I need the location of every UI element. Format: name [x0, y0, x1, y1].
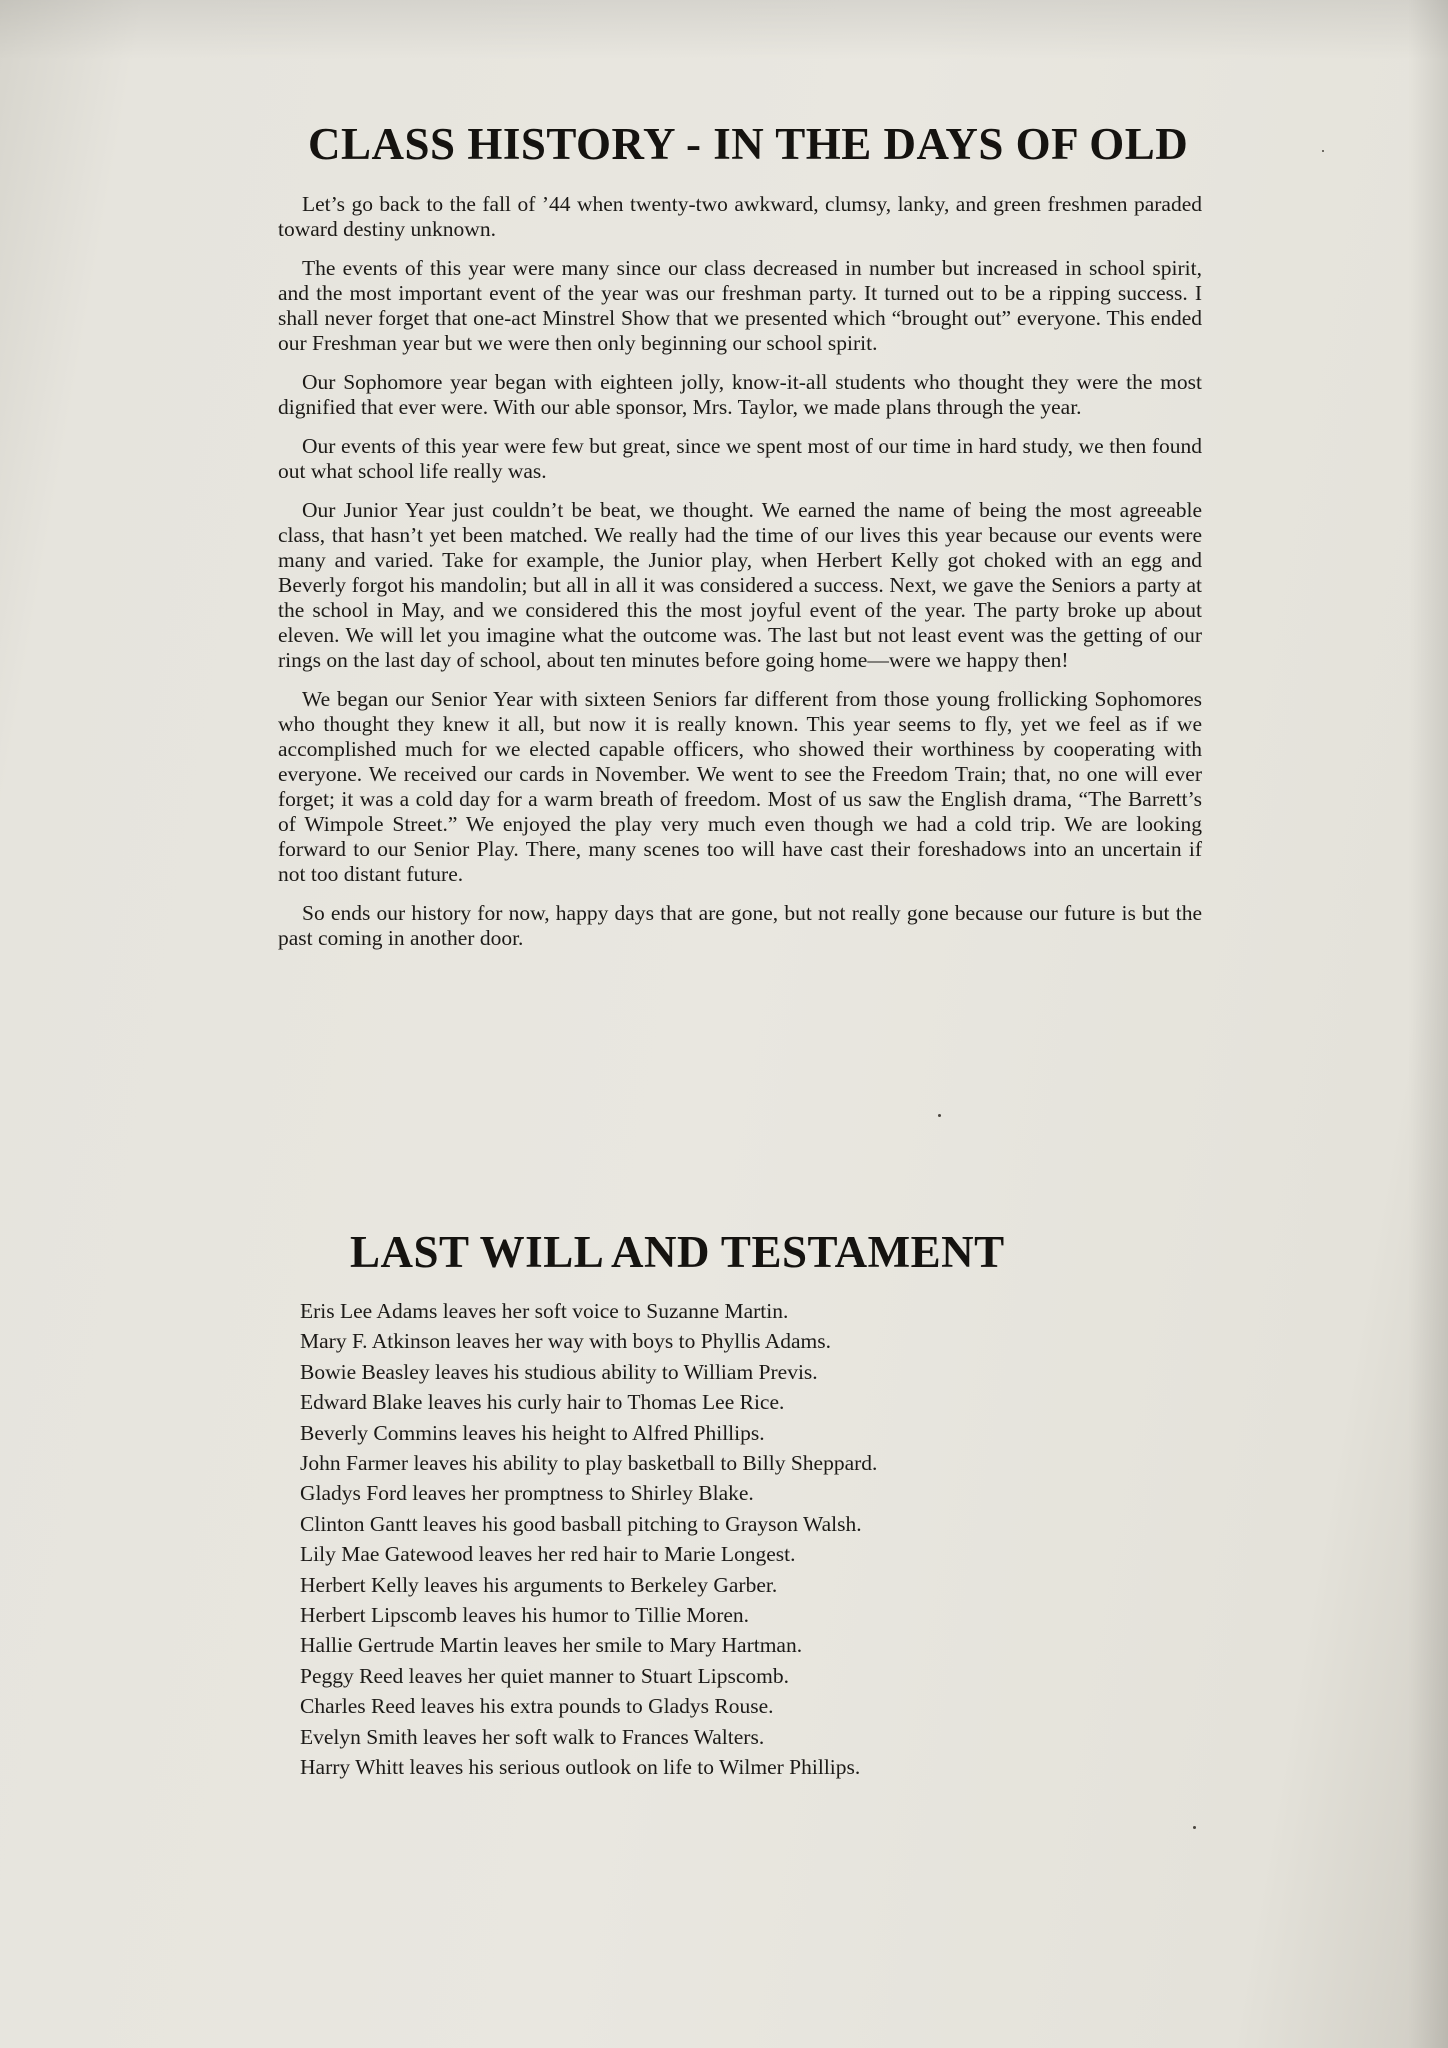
history-paragraph: Our events of this year were few but great, since we spent most of our time in hard study, we then found out what school life really was. — [278, 434, 1202, 483]
will-entry: Clinton Gantt leaves his good basball pitching to Grayson Walsh. — [300, 1511, 862, 1536]
class-history-body — [278, 192, 1202, 965]
will-entry: Eris Lee Adams leaves her soft voice to Suzanne Martin. — [300, 1299, 789, 1323]
last-will-title: LAST WILL AND TESTAMENT — [350, 1227, 1005, 1277]
history-paragraph: The events of this year were many since our class decreased in number but increased in school spirit, and the most important event of the year was our freshman party. It turned out to be a ripping success. I shall never forget that one-act Minstrel Show that we presented which “brought out” everyone. This ended our Freshman year but we were then only beginning our school spirit. — [278, 256, 1202, 355]
class-history-title: CLASS HISTORY - IN THE DAYS OF OLD — [308, 119, 1189, 169]
will-entry: John Farmer leaves his ability to play basketball to Billy Sheppard. — [300, 1451, 878, 1476]
paper-speck — [938, 1114, 941, 1117]
will-entry: Charles Reed leaves his extra pounds to Gladys Rouse. — [300, 1694, 774, 1719]
will-entry: Beverly Commins leaves his height to Alfred Phillips. — [300, 1420, 765, 1445]
will-entry: Bowie Beasley leaves his studious ability to William Previs. — [300, 1359, 818, 1384]
will-entry: Mary F. Atkinson leaves her way with boys to Phyllis Adams. — [300, 1329, 831, 1354]
will-entry: Harry Whitt leaves his serious outlook on life to Wilmer Phillips. — [300, 1755, 861, 1780]
history-paragraph: Our Sophomore year began with eighteen jolly, know-it-all students who thought they were the most dignified that ever were. With our able sponsor, Mrs. Taylor, we made plans through the year. — [278, 370, 1202, 419]
history-paragraph: So ends our history for now, happy days that are gone, but not really gone because our future is but the past coming in another door. — [278, 901, 1202, 950]
will-entry: Hallie Gertrude Martin leaves her smile to Mary Hartman. — [300, 1633, 803, 1658]
will-entry: Evelyn Smith leaves her soft walk to Frances Walters. — [300, 1724, 765, 1749]
will-entry: Herbert Kelly leaves his arguments to Berkeley Garber. — [300, 1572, 778, 1597]
page-edge-shadow — [1408, 0, 1448, 2048]
will-entry: Peggy Reed leaves her quiet manner to Stuart Lipscomb. — [300, 1663, 789, 1688]
will-entry: Edward Blake leaves his curly hair to Thomas Lee Rice. — [300, 1390, 785, 1415]
paper-speck — [1193, 1826, 1196, 1829]
history-paragraph: We began our Senior Year with sixteen Seniors far different from those young frollicking Sophomores who thought they knew it all, but now it is really known. This year seems to fly, yet we feel as if we accomplished much for we elected capable officers, who showed their worthiness by cooperating with everyone. We received our cards in November. We went to see the Freedom Train; that, no one will ever forget; it was a cold day for a warm breath of freedom. Most of us saw the English drama, “The Barrett’s of Wimpole Street.” We enjoyed the play very much even though we had a cold trip. We are looking forward to our Senior Play. There, many scenes too will have cast their foreshadows into an uncertain if not too distant future. — [278, 687, 1202, 886]
will-entry: Lily Mae Gatewood leaves her red hair to Marie Longest. — [300, 1542, 796, 1567]
paper-speck — [1322, 150, 1324, 152]
page-top-shadow — [0, 0, 1448, 60]
will-entry: Gladys Ford leaves her promptness to Shirley Blake. — [300, 1481, 754, 1506]
last-will-list — [300, 1296, 1200, 1783]
history-paragraph: Let’s go back to the fall of ’44 when twenty-two awkward, clumsy, lanky, and green freshmen paraded toward destiny unknown. — [278, 192, 1202, 241]
history-paragraph: Our Junior Year just couldn’t be beat, we thought. We earned the name of being the most agreeable class, that hasn’t yet been matched. We really had the time of our lives this year because our events were many and varied. Take for example, the Junior play, when Herbert Kelly got choked with an egg and Beverly forgot his mandolin; but all in all it was considered a success. Next, we gave the Seniors a party at the school in May, and we considered this the most joyful event of the year. The party broke up about eleven. We will let you imagine what the outcome was. The last but not least event was the getting of our rings on the last day of school, about ten minutes before going home—were we happy then! — [278, 498, 1202, 672]
will-entry: Herbert Lipscomb leaves his humor to Tillie Moren. — [300, 1603, 750, 1628]
